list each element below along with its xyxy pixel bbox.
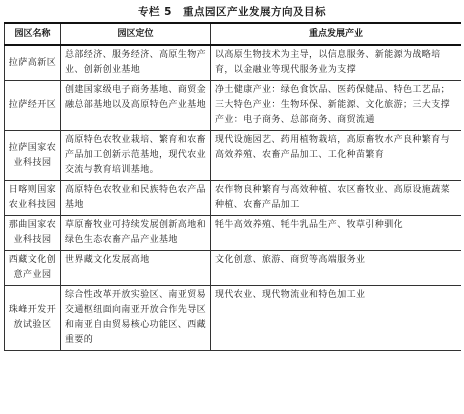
industry-cell: 牦牛高效养殖、牦牛乳品生产、牧草引种驯化 <box>211 216 462 251</box>
table-row <box>5 286 462 351</box>
table-row <box>5 216 462 251</box>
position-cell: 创建国家级电子商务基地、商贸金融总部基地以及高原特色产业基地 <box>61 81 211 131</box>
industry-cell: 文化创意、旅游、商贸等高端服务业 <box>211 251 462 286</box>
industry-cell: 农作物良种繁育与高效种植、农区畜牧业、高原设施蔬菜种植、农畜产品加工 <box>211 181 462 216</box>
industry-table <box>4 22 461 351</box>
zone-name-cell: 日喀则国家农业科技园 <box>5 181 61 216</box>
header-position: 园区定位 <box>61 23 211 45</box>
industry-cell: 净土健康产业：绿色食饮品、医药保健品、特色工艺品；三大特色产业：生物环保、新能源、文化旅游；三大支撑产业：电子商务、总部商务、商贸流通 <box>211 81 462 131</box>
header-industry: 重点发展产业 <box>211 23 462 45</box>
position-cell: 世界藏文化发展高地 <box>61 251 211 286</box>
industry-cell: 以高原生物技术为主导，以信息服务、新能源为战略培育，以金融业等现代服务业为支撑 <box>211 45 462 81</box>
industry-table-container <box>4 22 461 414</box>
table-row <box>5 251 462 286</box>
table-row <box>5 181 462 216</box>
position-cell: 高原特色农牧业和民族特色农产品基地 <box>61 181 211 216</box>
industry-cell: 现代农业、现代物流业和特色加工业 <box>211 286 462 351</box>
table-row <box>5 131 462 181</box>
zone-name-cell: 拉萨经开区 <box>5 81 61 131</box>
position-cell: 草原畜牧业可持续发展创新高地和绿色生态农畜产品产业基地 <box>61 216 211 251</box>
zone-name-cell: 那曲国家农业科技园 <box>5 216 61 251</box>
industry-cell: 现代设施园艺、药用植物栽培，高原畜牧水产良种繁育与高效养殖、农畜产品加工、工化种苗繁育 <box>211 131 462 181</box>
zone-name-cell: 拉萨高新区 <box>5 45 61 81</box>
table-header-row <box>5 23 462 45</box>
position-cell: 总部经济、服务经济、高原生物产业、创新创业基地 <box>61 45 211 81</box>
table-row <box>5 81 462 131</box>
position-cell: 高原特色农牧业栽培、繁育和农畜产品加工创新示范基地，现代农业交流与教育培训基地。 <box>61 131 211 181</box>
table-title: 专栏 5 重点园区产业发展方向及目标 <box>138 6 326 18</box>
header-zone: 园区名称 <box>5 23 61 45</box>
table-row <box>5 45 462 81</box>
zone-name-cell: 西藏文化创意产业园 <box>5 251 61 286</box>
zone-name-cell: 拉萨国家农业科技园 <box>5 131 61 181</box>
position-cell: 综合性改革开放实验区、南亚贸易交通枢纽面向南亚开放合作先导区和南亚自由贸易核心功能区、西藏重要的 <box>61 286 211 351</box>
zone-name-cell: 珠峰开发开放试验区 <box>5 286 61 351</box>
